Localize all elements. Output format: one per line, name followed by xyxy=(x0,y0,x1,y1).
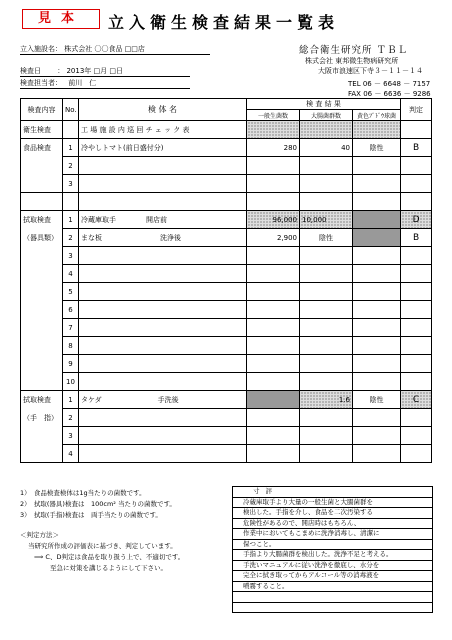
comment-line: 完全に拭き取ってからアルコール等の消毒液を xyxy=(233,571,432,582)
comment-line: 手洗いマニュアルに従い洗浄を徹底し、水分を xyxy=(233,561,432,572)
row-no: 4 xyxy=(63,265,79,283)
inspector-line xyxy=(20,78,190,89)
header-item: 検 体 名 xyxy=(79,99,247,121)
method-2: C、D判定は食品を取り扱う上で、不適切です。 xyxy=(45,553,185,561)
row-judgment: B xyxy=(401,139,432,157)
header-coliform: 大腸菌群数 xyxy=(300,110,353,121)
table-row xyxy=(21,247,432,265)
table-row xyxy=(21,139,432,157)
row-bacteria: 96,000 xyxy=(247,211,300,229)
note-2: 2） 拭取(器具)検査は 100cm² 当たりの菌数です。 xyxy=(20,500,176,508)
comment-line: 保つこと。 xyxy=(233,540,432,551)
date-line xyxy=(20,66,190,77)
method-title: ＜判定方法＞ xyxy=(20,531,59,539)
row-bacteria xyxy=(247,391,300,409)
row-no: 5 xyxy=(63,283,79,301)
hand-label: 拭取検査 xyxy=(21,391,63,409)
row-no: 1 xyxy=(63,211,79,229)
table-row xyxy=(21,283,432,301)
row-judgment: B xyxy=(401,229,432,247)
table-row xyxy=(21,157,432,175)
row-no: 4 xyxy=(63,445,79,463)
table-row xyxy=(21,319,432,337)
row-coliform: 1.6 xyxy=(300,391,353,409)
tel: TEL 06 － 6648 － 7157 xyxy=(348,80,431,88)
row-bacteria: 280 xyxy=(247,139,300,157)
comment-box xyxy=(232,486,433,613)
method-1: 当研究所作成の評価表に基づき、判定しています。 xyxy=(28,542,177,550)
shop-name: 株式会社 〇〇食品 □□店 xyxy=(64,45,145,53)
hand-sub-label: （手 指） xyxy=(21,409,63,427)
row-no: 2 xyxy=(63,409,79,427)
comment-line: 冷蔵庫取手より大量の一般生菌と大腸菌群を xyxy=(233,498,432,509)
comment-line xyxy=(233,603,432,613)
method-3: 至急に対策を講じるようにして下さい。 xyxy=(50,564,167,572)
header-results: 検 査 結 果 xyxy=(247,99,401,110)
row-item: 冷蔵庫取手 開店前 xyxy=(79,211,247,229)
row-no: 10 xyxy=(63,373,79,391)
table-row xyxy=(21,265,432,283)
comment-line xyxy=(233,592,432,603)
table-row xyxy=(21,337,432,355)
address: 大阪市浪速区下寺３－１１－１４ xyxy=(318,67,423,75)
header-no: No. xyxy=(63,99,79,121)
table-row xyxy=(21,373,432,391)
table-row xyxy=(21,445,432,463)
row-no: 8 xyxy=(63,337,79,355)
row-judgment: D xyxy=(401,211,432,229)
table-row xyxy=(21,355,432,373)
inspector-label: 検査担当者： xyxy=(20,79,62,87)
org-name: 総合衛生研究所 ＴＢＬ xyxy=(299,45,409,56)
row-no: 9 xyxy=(63,355,79,373)
row-item: 冷やしトマト(前日盛付分) xyxy=(79,139,247,157)
row-item: まな板 洗浄後 xyxy=(79,229,247,247)
header-judgment: 判定 xyxy=(401,99,432,121)
row-staph xyxy=(353,211,401,229)
row-no: 2 xyxy=(63,157,79,175)
date-value: ： 2013年 □月 □日 xyxy=(57,67,123,75)
note-3: 3） 拭取(手指)検査は 両手当たりの菌数です。 xyxy=(20,511,162,519)
hygiene-label: 衛生検査 xyxy=(21,121,63,139)
hygiene-item: 工 場 施 設 内 巡 回 チ ェ ッ ク 表 xyxy=(79,121,247,139)
row-no: 7 xyxy=(63,319,79,337)
footnotes xyxy=(20,488,184,574)
comment-line: 手指より大腸菌群を検出した。洗浄不足と考える。 xyxy=(233,550,432,561)
page-title: 立入衛生検査結果一覧表 xyxy=(108,13,340,32)
note-1: 1） 食品検査検体は1g当たりの菌数です。 xyxy=(20,489,146,497)
arrow-icon: ⟹ xyxy=(34,553,44,561)
header-bacteria: 一般生菌数 xyxy=(247,110,300,121)
table-row xyxy=(21,211,432,229)
row-no: 2 xyxy=(63,229,79,247)
company-name: 株式会社 東邦微生物病研究所 xyxy=(305,57,399,65)
comment-line: 作業中においてもこまめに洗浄消毒し、清潔に xyxy=(233,529,432,540)
row-no: 3 xyxy=(63,175,79,193)
row-staph xyxy=(353,229,401,247)
row-no: 1 xyxy=(63,391,79,409)
row-judgment: C xyxy=(401,391,432,409)
row-no: 6 xyxy=(63,301,79,319)
table-row xyxy=(21,391,432,409)
utensil-label: 拭取検査 xyxy=(21,211,63,229)
inspector-name: 前川 仁 xyxy=(68,79,97,87)
sample-stamp: 見本 xyxy=(22,9,100,29)
row-coliform: 10,000 xyxy=(300,211,353,229)
table-row xyxy=(21,193,432,211)
row-no: 1 xyxy=(63,139,79,157)
table-row xyxy=(21,409,432,427)
table-row xyxy=(21,229,432,247)
comment-line: 検出した。手指を介し、食品を二次汚染する xyxy=(233,508,432,519)
row-coliform: 陰性 xyxy=(300,229,353,247)
header-staph: 黄色ﾌﾞﾄﾞｳ球菌 xyxy=(353,110,401,121)
table-row xyxy=(21,301,432,319)
row-bacteria: 2,900 xyxy=(247,229,300,247)
shop-label: 立入施設名： xyxy=(20,45,62,53)
shop-line xyxy=(20,44,210,55)
date-label: 検査日 xyxy=(20,67,41,75)
table-row xyxy=(21,427,432,445)
comment-line: 噴霧すること。 xyxy=(233,582,432,593)
utensil-sub-label: （器具類） xyxy=(21,229,63,247)
fax: FAX 06 － 6636 － 9286 xyxy=(348,90,431,98)
row-coliform: 40 xyxy=(300,139,353,157)
row-item: タケダ 手洗後 xyxy=(79,391,247,409)
header-category: 検査内容 xyxy=(21,99,63,121)
comment-line: 危険性があるので、開店時はもちろん、 xyxy=(233,519,432,530)
table-row xyxy=(21,175,432,193)
row-no: 3 xyxy=(63,427,79,445)
comment-title: 寸評 xyxy=(233,487,432,498)
row-staph: 陰性 xyxy=(353,139,401,157)
row-no: 3 xyxy=(63,247,79,265)
row-staph: 陰性 xyxy=(353,391,401,409)
food-label: 食品検査 xyxy=(21,139,63,157)
results-table xyxy=(20,98,432,463)
